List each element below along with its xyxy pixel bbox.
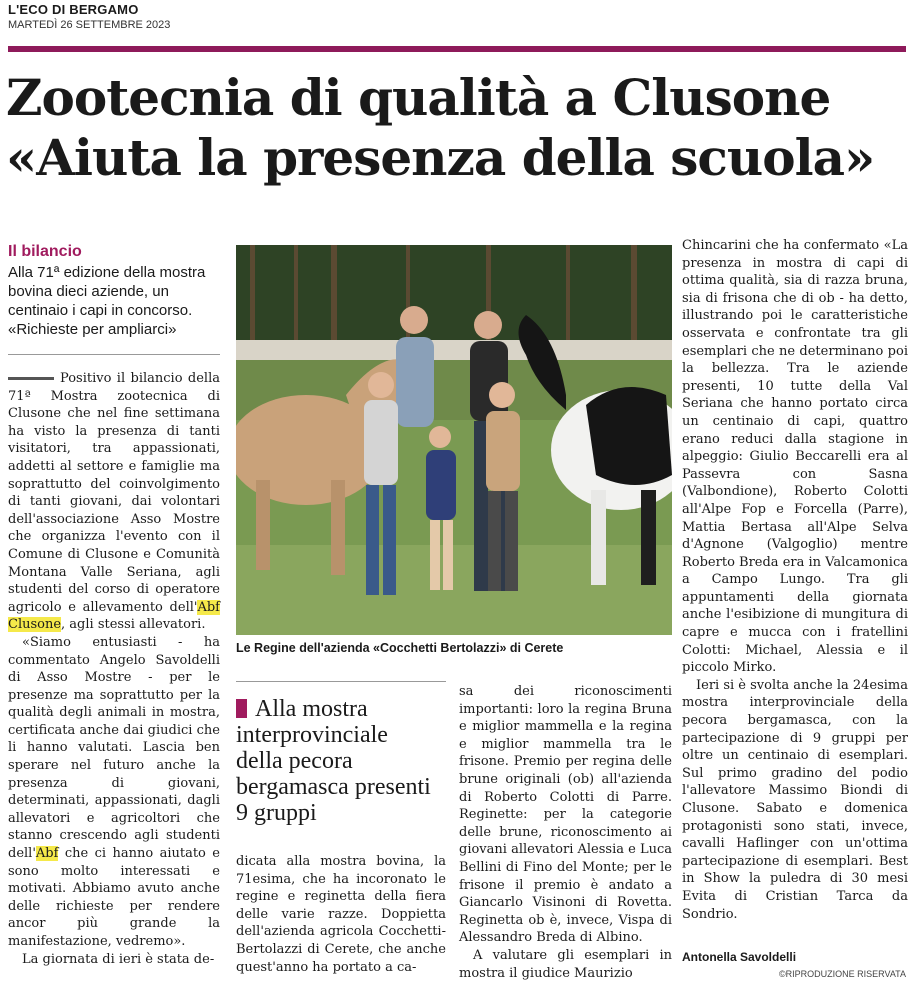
text-run: , agli stessi allevatori. — [61, 617, 206, 633]
article-paragraph — [8, 370, 220, 634]
article-paragraph: Ieri si è svolta anche la 24esima mostra interprovinciale della pecora bergamasca, con la partecipazione di 9 gruppi per oltre un centinaio di esemplari. Sul primo gradino del podio l'allevatore Massimo Biondi di Clusone. Sabato e domenica protagonisti sono stati, invece, cavalli Haflinger con un'ottima partecipazione di esemplari. Best in Show la puledra di 30 mesi Evita di Cristian Tarca da Sondrio. — [682, 677, 909, 922]
summary-kicker: Il bilancio — [8, 243, 82, 260]
photo-caption: Le Regine dell'azienda «Cocchetti Bertolazzi» di Cerete — [236, 641, 564, 655]
article-paragraph: dicata alla mostra bovina, la 71esima, che ha incoronato le regine e reginetta della fiera delle varie razze. Doppietta dell'azienda agricola Cocchetti-Bertolazzi di Cerete, che anche quest'anno ha portato a ca- — [236, 854, 446, 975]
article-column-4 — [682, 237, 908, 923]
author-signature: Antonella Savoldelli — [682, 950, 797, 964]
summary-text: Alla 71ª edizione della mostra bovina dieci aziende, un centinaio i capi in concorso. «Richieste per ampliarci» — [8, 264, 206, 338]
article-paragraph: sa dei riconoscimenti importanti: loro la regina Bruna e miglior mammella e la regina e miglior mammella tra le frisone. Premio per regina delle brune originali (ob) all'azienda di Roberto Colotti di Parre. Reginette: per la categorie delle brune, riconoscimento ai giovani allevatori Alessia e Luca Bellini di Fino del Monte; per le frisone il premio è andato a Giancarlo Visinoni di Rovetta. Reginetta ob è, invece, Vispa di Alessandro Breda di Albino. — [459, 684, 672, 946]
headline-line-2: «Aiuta la presenza della scuola» — [6, 128, 875, 187]
article-paragraph: Chincarini che ha confermato «La presenza in mostra di capi di ottima qualità, sia di razza bruna, sia di frisona che di ob - ha detto, illustrando poi le caratteristiche osservata e confrontate tra gli esemplari che ne determinano poi la bellezza. Tra le aziende presenti, 10 tutte della Val Seriana che hanno portato circa un centinaio di capi, quattro erano reduci dalla stagione in alpeggio: Giulio Beccarelli era al Passevra con Sasna (Valbondione), Roberto Colotti all'Alpe Fop e Forcella (Parre), Mattia Bertasa all'Alpe Selva d'Agnone (Valgoglio) mentre Roberto Breda era in Valcamonica a Campo Lungo. Tra gli appuntamenti della giornata anche l'esibizione di mungitura di capre e mucca con i fratellini Colotti: Michael, Alessia e il piccolo Mirko. — [682, 238, 908, 676]
copyright-notice: ©RIPRODUZIONE RISERVATA — [779, 969, 906, 979]
text-run: che ci hanno aiutato e sono molto interessati e motivati. Abbiamo avuto anche delle richieste per rendere ancor più grande la manifestazione, vedremo». — [8, 846, 220, 949]
article-photo — [236, 245, 672, 635]
caption-divider — [236, 681, 446, 682]
issue-date: MARTEDÌ 26 SETTEMBRE 2023 — [8, 19, 171, 31]
header-rule — [8, 46, 906, 52]
box-marker-icon — [236, 699, 247, 718]
article-paragraph: A valutare gli esemplari in mostra il giudice Maurizio — [459, 947, 672, 981]
highlighted-term: Abf — [35, 846, 59, 862]
article-paragraph: La giornata di ieri è stata de- — [22, 951, 215, 967]
text-run: «Siamo entusiasti - ha commentato Angelo Savoldelli di Asso Mostre - per le presenze ma soprattutto per la qualità degli animali in mostra, certificata anche dai giudici che li hanno valutati. Lascia ben sperare nel futuro anche la presenza di giovani, determinati, appassionati, dagli allevatori e agricoltori che stanno crescendo agli studenti dell' — [8, 634, 220, 862]
headline-line-1: Zootecnia di qualità a Clusone — [6, 68, 831, 127]
box-title-text: Alla mostra interprovinciale della pecora bergamasca presenti 9 gruppi — [236, 696, 431, 826]
sidebar-box-title — [236, 696, 436, 826]
lead-bar — [8, 377, 54, 380]
publication-name: L'ECO DI BERGAMO — [8, 2, 139, 17]
article-column-2 — [236, 853, 446, 976]
article-column-1 — [8, 370, 220, 968]
text-run: Positivo il bilancio della 71ª Mostra zootecnica di Clusone che nel fine settimana ha visto la presenza di tanti visitatori, tra appassionati, addetti al settore e famiglie ma soprattutto del coinvolgimento di tanti giovani, dai volontari dell'associazione Asso Mostre che organizza l'evento con il Comune di Clusone e Comunità Montana Valle Seriana, agli studenti del corso di operatore agricolo e allevamento dell' — [8, 371, 220, 615]
summary-divider — [8, 354, 220, 355]
article-column-3 — [459, 683, 672, 982]
headline — [6, 68, 912, 188]
highlighted-term: Abf Clusone — [8, 599, 220, 633]
article-paragraph — [8, 634, 220, 951]
